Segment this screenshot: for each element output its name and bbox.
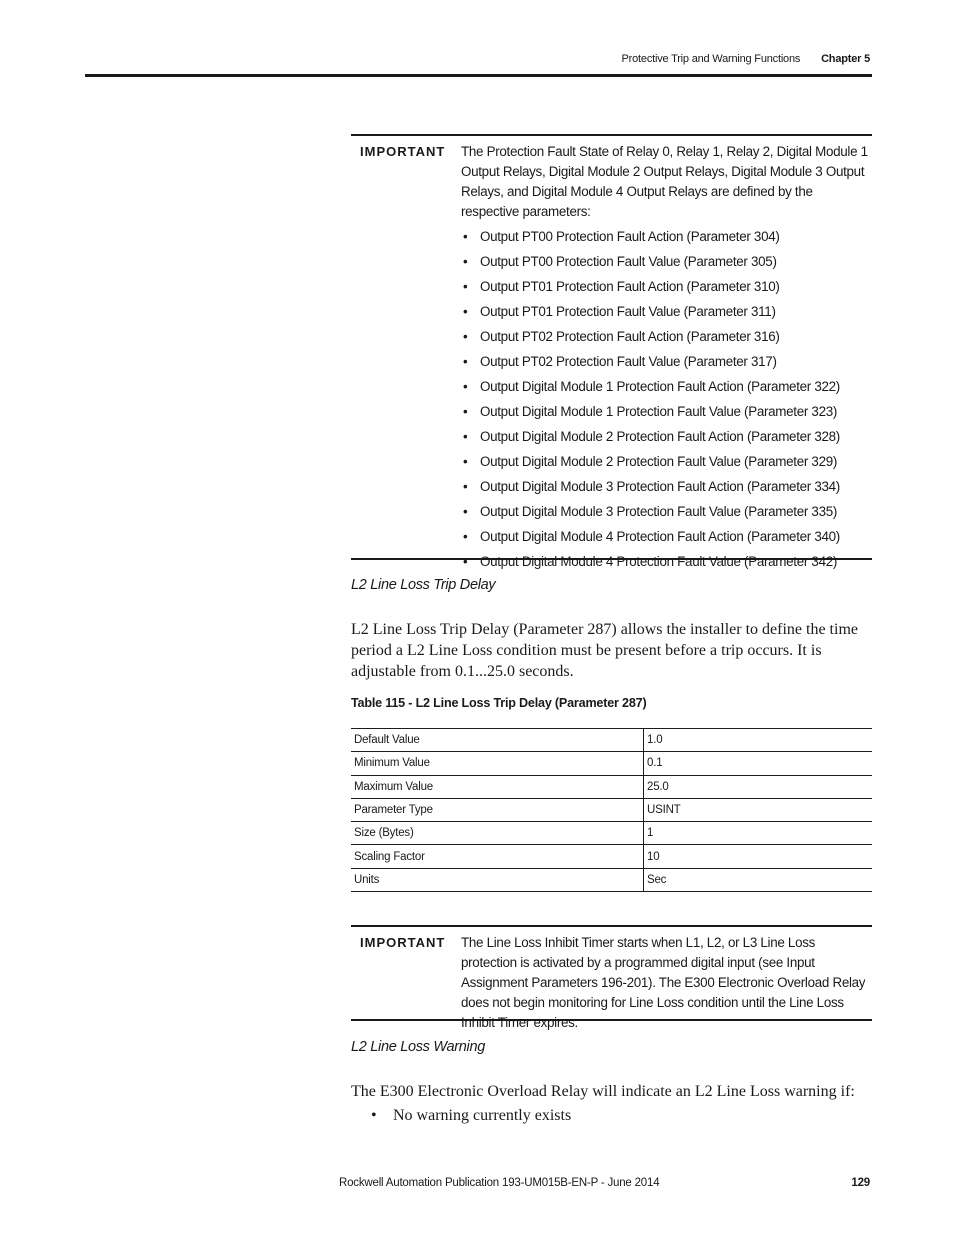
list-item-text: Output Digital Module 4 Protection Fault Value (Parameter 342) [480,554,838,569]
list-item [461,227,872,252]
table-cell-label: Default Value [351,729,644,752]
table-cell-value: 25.0 [644,775,873,798]
trip-delay-paragraph: L2 Line Loss Trip Delay (Parameter 287) allows the installer to define the time period a L2 Line Loss condition must be present before a trip occurs. It is adjustable from 0.1...25.0 seconds. [351,621,858,680]
list-item [461,502,872,527]
list-item-text: Output Digital Module 2 Protection Fault Value (Parameter 329) [480,454,838,469]
table-caption: Table 115 - L2 Line Loss Trip Delay (Parameter 287) [351,696,647,710]
table-row [351,798,872,821]
header-chapter: Chapter 5 [821,53,870,65]
list-item-text: Output PT00 Protection Fault Value (Parameter 305) [480,254,777,269]
list-item [461,302,872,327]
list-item-text: Output Digital Module 1 Protection Fault Action (Parameter 322) [480,379,840,394]
table-row [351,729,872,752]
important-box-fault-state [351,134,872,569]
bullet-icon: • [463,554,468,569]
table-cell-label: Maximum Value [351,775,644,798]
bullet-icon: • [463,254,468,269]
bullet-icon: • [463,304,468,319]
table-cell-label: Size (Bytes) [351,822,644,845]
bullet-icon: • [463,229,468,244]
warning-heading: L2 Line Loss Warning [351,1039,485,1055]
header-section-title: Protective Trip and Warning Functions [621,53,801,65]
bullet-icon: • [463,504,468,519]
list-item-text: Output PT01 Protection Fault Value (Parameter 311) [480,304,776,319]
table-cell-value: 1 [644,822,873,845]
list-item [461,527,872,552]
table-row [351,822,872,845]
list-item [461,327,872,352]
list-item [461,402,872,427]
important-intro: The Protection Fault State of Relay 0, Relay 1, Relay 2, Digital Module 1 Output Relays, Digital Module 2 Output Relays, Digital Module 3 Output Relays, and Digital Module 4 Output Relays are defined by the respective parameters: [461,144,868,219]
list-item-text: Output PT00 Protection Fault Action (Parameter 304) [480,229,780,244]
list-item [461,252,872,277]
table-cell-value: USINT [644,798,873,821]
warning-paragraph: The E300 Electronic Overload Relay will indicate an L2 Line Loss warning if: [351,1083,855,1100]
list-item [371,1105,571,1126]
list-item-text: Output PT02 Protection Fault Value (Parameter 317) [480,354,777,369]
list-item [461,377,872,402]
bullet-icon: • [463,479,468,494]
bullet-icon: • [463,529,468,544]
list-item [461,477,872,502]
important-label: IMPORTANT [360,144,446,159]
list-item [461,277,872,302]
bullet-icon: • [463,404,468,419]
footer-publication: Rockwell Automation Publication 193-UM015B-EN-P - June 2014 [339,1177,660,1189]
page-header [622,53,870,65]
bullet-icon: • [463,379,468,394]
table-row [351,775,872,798]
list-item-text: Output PT02 Protection Fault Action (Parameter 316) [480,329,780,344]
list-item-text: Output Digital Module 2 Protection Fault Action (Parameter 328) [480,429,840,444]
table-cell-label: Scaling Factor [351,845,644,868]
list-item [461,452,872,477]
important-body: The Line Loss Inhibit Timer starts when L1, L2, or L3 Line Loss protection is activated by a programmed digital input (see Input Assignment Parameters 196-201). The E300 Electronic Overload Relay does not begin monitoring for Line Loss condition until the Line Loss Inhibit Timer expires. [461,935,866,1030]
table-row [351,752,872,775]
table-cell-value: 10 [644,845,873,868]
bullet-icon: • [463,279,468,294]
header-rule [85,74,872,77]
important-box-inhibit-timer [351,925,872,1030]
list-item [461,552,872,577]
parameter-list [461,227,872,577]
list-item [461,352,872,377]
important-body [461,136,872,577]
trip-delay-heading: L2 Line Loss Trip Delay [351,577,496,593]
important-label: IMPORTANT [360,935,446,950]
table-cell-label: Minimum Value [351,752,644,775]
list-item [461,427,872,452]
parameter-table [351,728,872,892]
bullet-icon: • [371,1107,377,1124]
bullet-icon: • [463,329,468,344]
table-cell-value: 1.0 [644,729,873,752]
warning-list [371,1105,571,1126]
table-cell-value: Sec [644,868,873,891]
list-item-text: Output Digital Module 4 Protection Fault Action (Parameter 340) [480,529,840,544]
page-number: 129 [851,1177,870,1189]
table-row [351,868,872,891]
list-item-text: Output Digital Module 1 Protection Fault Value (Parameter 323) [480,404,838,419]
table-row [351,845,872,868]
list-item-text: Output Digital Module 3 Protection Fault Action (Parameter 334) [480,479,840,494]
list-item-text: Output Digital Module 3 Protection Fault Value (Parameter 335) [480,504,838,519]
table-cell-label: Units [351,868,644,891]
table-cell-value: 0.1 [644,752,873,775]
table-cell-label: Parameter Type [351,798,644,821]
bullet-icon: • [463,354,468,369]
list-item-text: Output PT01 Protection Fault Action (Parameter 310) [480,279,780,294]
list-item-text: No warning currently exists [393,1107,572,1124]
bullet-icon: • [463,429,468,444]
bullet-icon: • [463,454,468,469]
